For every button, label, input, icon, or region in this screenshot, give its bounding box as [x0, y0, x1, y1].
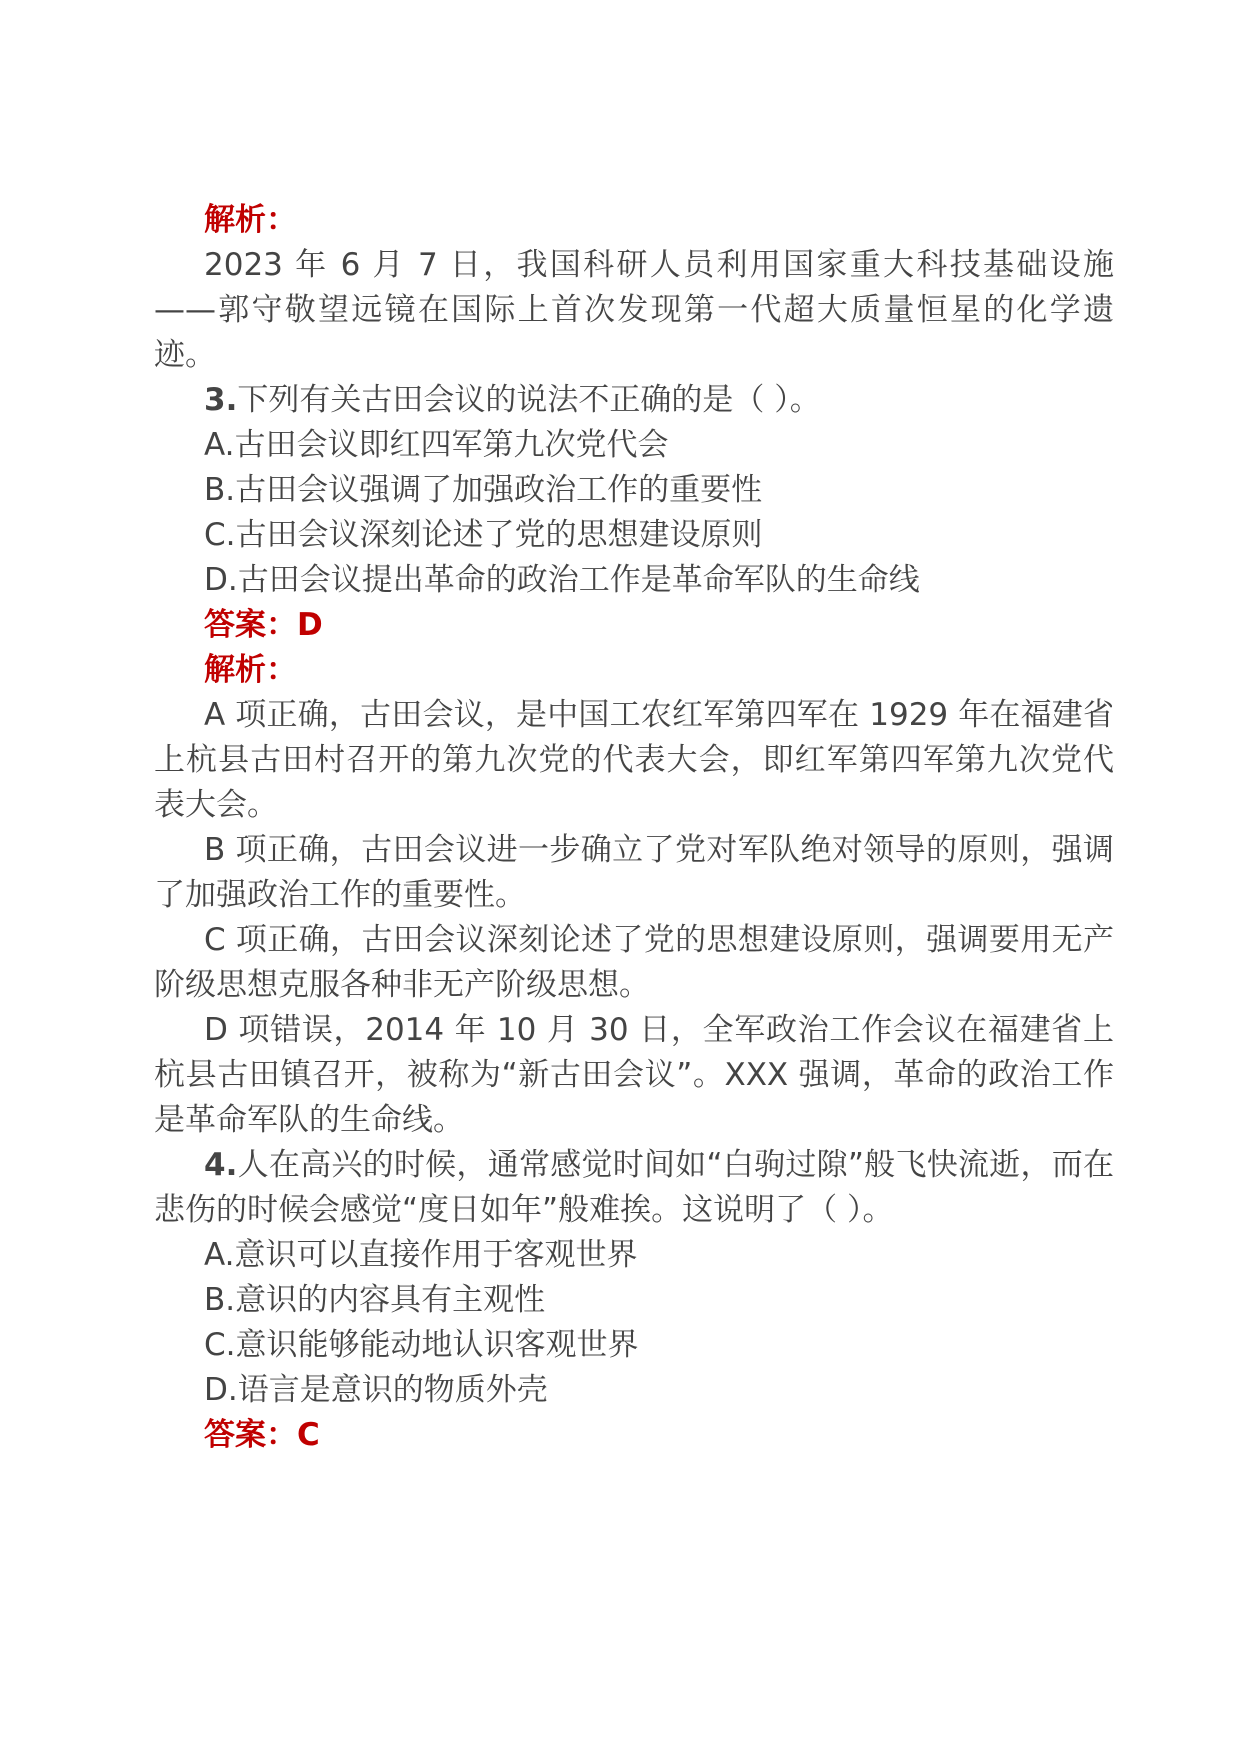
q3-answer: 答案：D — [204, 607, 323, 643]
q3-analysis-b: B 项正确，古田会议进一步确立了党对军队绝对领导的原则，强调了加强政治工作的重要性。 — [154, 832, 1114, 913]
q4-answer: 答案：C — [204, 1417, 320, 1453]
q3-option-c: C.古田会议深刻论述了党的思想建设原则 — [204, 517, 763, 553]
q3-analysis-d: D 项错误，2014 年 10 月 30 日，全军政治工作会议在福建省上杭县古田镇召开，被称为“新古田会议”。XXX 强调，革命的政治工作是革命军队的生命线。 — [154, 1012, 1114, 1138]
q2-analysis-paragraph: 2023 年 6 月 7 日，我国科研人员利用国家重大科技基础设施——郭守敬望远镜在国际上首次发现第一代超大质量恒星的化学遗迹。 — [154, 247, 1114, 373]
q3-analysis-c: C 项正确，古田会议深刻论述了党的思想建设原则，强调要用无产阶级思想克服各种非无产阶级思想。 — [154, 922, 1114, 1003]
q3-option-b: B.古田会议强调了加强政治工作的重要性 — [204, 472, 763, 508]
q2-analysis-label: 解析： — [204, 202, 297, 238]
q3-analysis-a: A 项正确，古田会议，是中国工农红军第四军在 1929 年在福建省上杭县古田村召开的第九次党的代表大会，即红军第四军第九次党代表大会。 — [154, 697, 1114, 823]
q4-option-d: D.语言是意识的物质外壳 — [204, 1372, 548, 1408]
document-content — [154, 198, 1114, 1458]
q4-stem — [154, 1143, 1114, 1233]
q4-option-c: C.意识能够能动地认识客观世界 — [204, 1327, 639, 1363]
q3-number: 3. — [204, 382, 238, 418]
q4-number: 4. — [204, 1147, 238, 1183]
q4-option-b: B.意识的内容具有主观性 — [204, 1282, 546, 1318]
q3-stem — [154, 378, 1114, 423]
q3-stem-text: 下列有关古田会议的说法不正确的是（ ）。 — [237, 382, 821, 418]
q3-option-d: D.古田会议提出革命的政治工作是革命军队的生命线 — [204, 562, 920, 598]
q4-option-a: A.意识可以直接作用于客观世界 — [204, 1237, 638, 1273]
q4-stem-text: 人在高兴的时候，通常感觉时间如“白驹过隙”般飞快流逝，而在悲伤的时候会感觉“度日如年”般难挨。这说明了（ ）。 — [154, 1147, 1114, 1228]
q3-option-a: A.古田会议即红四军第九次党代会 — [204, 427, 669, 463]
q3-analysis-label: 解析： — [204, 652, 297, 688]
